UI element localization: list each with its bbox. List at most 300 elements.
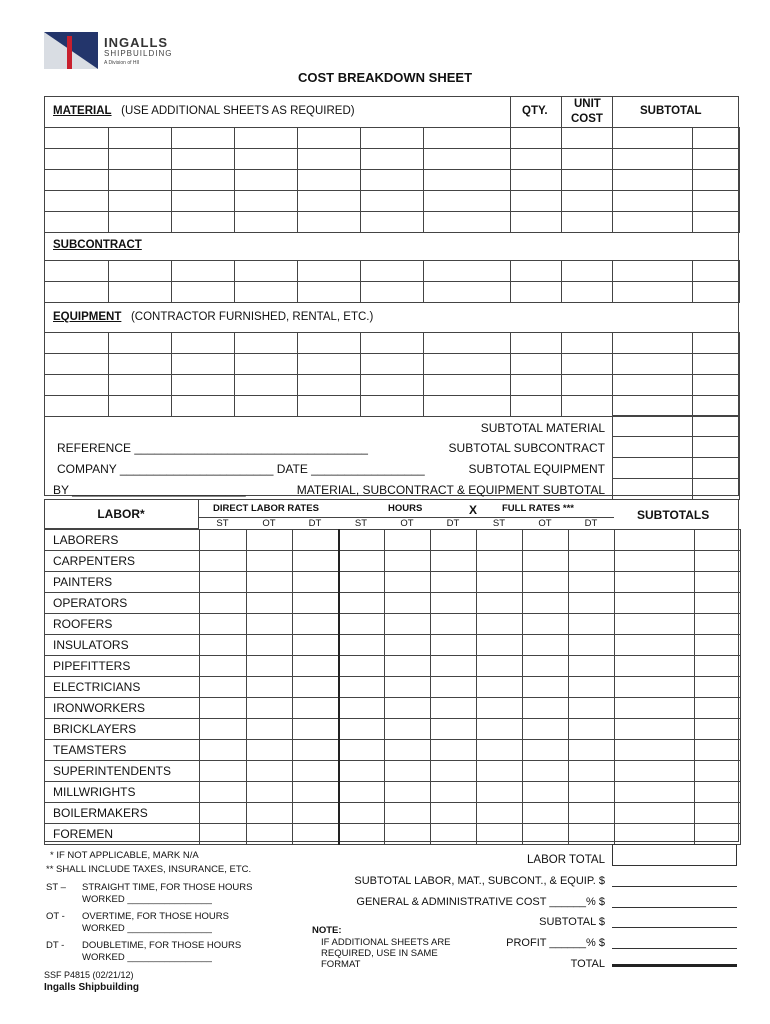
material-cell[interactable]: [424, 212, 511, 233]
labor-cell[interactable]: [695, 677, 741, 698]
equipment-cell[interactable]: [298, 354, 361, 375]
material-cell[interactable]: [511, 191, 562, 212]
labor-cell[interactable]: [339, 656, 385, 677]
labor-cell[interactable]: [385, 656, 431, 677]
labor-cell[interactable]: [431, 551, 477, 572]
subcontract-cell[interactable]: [511, 282, 562, 303]
labor-cell[interactable]: [431, 740, 477, 761]
labor-cell[interactable]: [477, 677, 523, 698]
material-cell[interactable]: [45, 191, 109, 212]
labor-cell[interactable]: [293, 677, 339, 698]
labor-cell[interactable]: [695, 824, 741, 845]
labor-cell[interactable]: [339, 698, 385, 719]
labor-cell[interactable]: [431, 656, 477, 677]
equipment-cell[interactable]: [109, 396, 172, 417]
material-cell[interactable]: [298, 128, 361, 149]
labor-cell[interactable]: [615, 593, 695, 614]
by-field[interactable]: BY __________________________: [53, 483, 246, 497]
labor-cell[interactable]: [247, 698, 293, 719]
material-cell[interactable]: [172, 170, 235, 191]
labor-cell[interactable]: [695, 656, 741, 677]
labor-cell[interactable]: [431, 698, 477, 719]
labor-cell[interactable]: [695, 761, 741, 782]
material-cell[interactable]: [109, 212, 172, 233]
labor-cell[interactable]: [200, 698, 247, 719]
equipment-cell[interactable]: [562, 375, 613, 396]
labor-cell[interactable]: [339, 551, 385, 572]
labor-cell[interactable]: [200, 740, 247, 761]
subcontract-cell[interactable]: [172, 261, 235, 282]
material-cell[interactable]: [424, 149, 511, 170]
equipment-cell[interactable]: [693, 333, 740, 354]
labor-cell[interactable]: [569, 635, 615, 656]
equipment-cell[interactable]: [235, 396, 298, 417]
labor-cell[interactable]: [569, 719, 615, 740]
labor-cell[interactable]: [339, 635, 385, 656]
labor-cell[interactable]: [477, 656, 523, 677]
labor-cell[interactable]: [615, 803, 695, 824]
labor-cell[interactable]: [200, 593, 247, 614]
labor-cell[interactable]: [339, 614, 385, 635]
labor-cell[interactable]: [477, 782, 523, 803]
labor-cell[interactable]: [569, 572, 615, 593]
subcontract-cell[interactable]: [298, 282, 361, 303]
labor-cell[interactable]: [695, 719, 741, 740]
equipment-cell[interactable]: [45, 354, 109, 375]
material-cell[interactable]: [562, 128, 613, 149]
subcontract-cell[interactable]: [511, 261, 562, 282]
material-cell[interactable]: [511, 212, 562, 233]
labor-cell[interactable]: [247, 635, 293, 656]
labor-cell[interactable]: [569, 593, 615, 614]
labor-cell[interactable]: [293, 635, 339, 656]
material-cell[interactable]: [562, 149, 613, 170]
labor-cell[interactable]: [293, 740, 339, 761]
subcontract-cell[interactable]: [298, 261, 361, 282]
labor-cell[interactable]: [385, 677, 431, 698]
labor-cell[interactable]: [293, 698, 339, 719]
labor-cell[interactable]: [615, 761, 695, 782]
material-cell[interactable]: [613, 170, 693, 191]
labor-cell[interactable]: [695, 635, 741, 656]
material-cell[interactable]: [424, 170, 511, 191]
subcontract-cell[interactable]: [693, 282, 740, 303]
labor-cell[interactable]: [339, 593, 385, 614]
labor-cell[interactable]: [385, 740, 431, 761]
labor-cell[interactable]: [385, 824, 431, 845]
labor-cell[interactable]: [523, 572, 569, 593]
material-cell[interactable]: [235, 149, 298, 170]
subtotal-equipment-cents[interactable]: [693, 458, 740, 479]
material-cell[interactable]: [613, 191, 693, 212]
labor-cell[interactable]: [247, 761, 293, 782]
labor-cell[interactable]: [523, 719, 569, 740]
material-cell[interactable]: [424, 128, 511, 149]
reference-field[interactable]: REFERENCE ___________________________________: [57, 441, 368, 455]
equipment-cell[interactable]: [361, 375, 424, 396]
labor-cell[interactable]: [247, 824, 293, 845]
material-cell[interactable]: [511, 149, 562, 170]
equipment-cell[interactable]: [298, 375, 361, 396]
subcontract-cell[interactable]: [235, 282, 298, 303]
labor-cell[interactable]: [339, 740, 385, 761]
material-cell[interactable]: [235, 212, 298, 233]
material-cell[interactable]: [45, 128, 109, 149]
equipment-cell[interactable]: [424, 396, 511, 417]
labor-cell[interactable]: [477, 530, 523, 551]
material-cell[interactable]: [693, 149, 740, 170]
labor-cell[interactable]: [431, 593, 477, 614]
labor-cell[interactable]: [293, 782, 339, 803]
labor-cell[interactable]: [293, 824, 339, 845]
labor-cell[interactable]: [523, 803, 569, 824]
labor-cell[interactable]: [615, 551, 695, 572]
equipment-cell[interactable]: [172, 333, 235, 354]
labor-cell[interactable]: [431, 530, 477, 551]
mat-sub-equip-subtotal-value[interactable]: [613, 479, 693, 500]
labor-cell[interactable]: [523, 740, 569, 761]
labor-cell[interactable]: [200, 677, 247, 698]
labor-cell[interactable]: [385, 782, 431, 803]
equipment-cell[interactable]: [693, 375, 740, 396]
labor-cell[interactable]: [385, 551, 431, 572]
labor-cell[interactable]: [293, 551, 339, 572]
labor-cell[interactable]: [695, 593, 741, 614]
labor-cell[interactable]: [431, 803, 477, 824]
labor-cell[interactable]: [339, 719, 385, 740]
subcontract-cell[interactable]: [424, 261, 511, 282]
labor-cell[interactable]: [615, 677, 695, 698]
labor-cell[interactable]: [200, 656, 247, 677]
labor-cell[interactable]: [615, 782, 695, 803]
material-cell[interactable]: [361, 191, 424, 212]
labor-cell[interactable]: [247, 593, 293, 614]
labor-cell[interactable]: [200, 530, 247, 551]
equipment-cell[interactable]: [109, 375, 172, 396]
subcontract-cell[interactable]: [109, 282, 172, 303]
labor-cell[interactable]: [339, 803, 385, 824]
subcontract-cell[interactable]: [562, 261, 613, 282]
subcontract-cell[interactable]: [361, 282, 424, 303]
labor-cell[interactable]: [523, 782, 569, 803]
material-cell[interactable]: [693, 212, 740, 233]
equipment-cell[interactable]: [235, 375, 298, 396]
labor-cell[interactable]: [477, 593, 523, 614]
labor-cell[interactable]: [293, 572, 339, 593]
labor-cell[interactable]: [523, 614, 569, 635]
material-cell[interactable]: [511, 170, 562, 191]
labor-cell[interactable]: [523, 551, 569, 572]
labor-cell[interactable]: [339, 530, 385, 551]
labor-cell[interactable]: [431, 635, 477, 656]
subcontract-cell[interactable]: [172, 282, 235, 303]
labor-cell[interactable]: [200, 803, 247, 824]
labor-cell[interactable]: [247, 740, 293, 761]
material-cell[interactable]: [693, 128, 740, 149]
equipment-cell[interactable]: [562, 354, 613, 375]
labor-cell[interactable]: [615, 698, 695, 719]
equipment-cell[interactable]: [298, 333, 361, 354]
labor-cell[interactable]: [569, 551, 615, 572]
rate-subheader-dt: DT: [292, 517, 338, 530]
material-cell[interactable]: [45, 170, 109, 191]
labor-cell[interactable]: [200, 719, 247, 740]
material-cell[interactable]: [235, 191, 298, 212]
material-cell[interactable]: [172, 191, 235, 212]
labor-cell[interactable]: [695, 551, 741, 572]
labor-cell[interactable]: [339, 677, 385, 698]
labor-cell[interactable]: [569, 677, 615, 698]
labor-cell[interactable]: [569, 614, 615, 635]
labor-cell[interactable]: [477, 803, 523, 824]
subcontract-cell[interactable]: [109, 261, 172, 282]
labor-cell[interactable]: [523, 824, 569, 845]
material-cell[interactable]: [693, 191, 740, 212]
labor-cell[interactable]: [477, 614, 523, 635]
labor-cell[interactable]: [615, 740, 695, 761]
labor-cell[interactable]: [293, 593, 339, 614]
equipment-cell[interactable]: [562, 396, 613, 417]
equipment-cell[interactable]: [613, 396, 693, 417]
material-cell[interactable]: [298, 191, 361, 212]
labor-cell[interactable]: [477, 635, 523, 656]
labor-cell[interactable]: [569, 803, 615, 824]
labor-total-box[interactable]: [612, 844, 737, 866]
equipment-cell[interactable]: [693, 396, 740, 417]
subcontract-cell[interactable]: [613, 261, 693, 282]
equipment-cell[interactable]: [109, 333, 172, 354]
labor-cell[interactable]: [615, 614, 695, 635]
material-cell[interactable]: [172, 149, 235, 170]
labor-cell[interactable]: [477, 740, 523, 761]
material-cell[interactable]: [172, 212, 235, 233]
subcontract-cell[interactable]: [45, 282, 109, 303]
equipment-cell[interactable]: [562, 333, 613, 354]
labor-cell[interactable]: [431, 782, 477, 803]
equipment-cell[interactable]: [45, 333, 109, 354]
labor-cell[interactable]: [477, 761, 523, 782]
subcontract-cell[interactable]: [562, 282, 613, 303]
equipment-cell[interactable]: [424, 354, 511, 375]
material-cell[interactable]: [172, 128, 235, 149]
material-cell[interactable]: [424, 191, 511, 212]
equipment-cell[interactable]: [511, 396, 562, 417]
material-cell[interactable]: [361, 212, 424, 233]
labor-cell[interactable]: [569, 530, 615, 551]
labor-cell[interactable]: [431, 614, 477, 635]
labor-cell[interactable]: [200, 614, 247, 635]
labor-cell[interactable]: [385, 614, 431, 635]
labor-cell[interactable]: [477, 698, 523, 719]
material-cell[interactable]: [45, 149, 109, 170]
labor-cell[interactable]: [293, 761, 339, 782]
labor-cell[interactable]: [247, 530, 293, 551]
labor-cell[interactable]: [431, 761, 477, 782]
material-cell[interactable]: [693, 170, 740, 191]
equipment-cell[interactable]: [172, 375, 235, 396]
labor-cell[interactable]: [477, 551, 523, 572]
material-cell[interactable]: [298, 170, 361, 191]
equipment-cell[interactable]: [172, 354, 235, 375]
labor-cell[interactable]: [385, 719, 431, 740]
labor-cell[interactable]: [385, 761, 431, 782]
labor-cell[interactable]: [247, 782, 293, 803]
labor-cell[interactable]: [569, 761, 615, 782]
material-cell[interactable]: [109, 191, 172, 212]
labor-cell[interactable]: [615, 656, 695, 677]
labor-cell[interactable]: [523, 530, 569, 551]
labor-cell[interactable]: [569, 740, 615, 761]
subcontract-cell[interactable]: [693, 261, 740, 282]
equipment-cell[interactable]: [45, 375, 109, 396]
labor-cell[interactable]: [477, 572, 523, 593]
labor-row: [45, 635, 741, 656]
labor-cell[interactable]: [431, 824, 477, 845]
labor-cell[interactable]: [569, 824, 615, 845]
equipment-cell[interactable]: [235, 354, 298, 375]
labor-cell[interactable]: [615, 719, 695, 740]
equipment-cell[interactable]: [613, 375, 693, 396]
labor-cell[interactable]: [200, 551, 247, 572]
material-cell[interactable]: [361, 170, 424, 191]
subcontract-cell[interactable]: [613, 282, 693, 303]
labor-cell[interactable]: [293, 656, 339, 677]
labor-cell[interactable]: [200, 635, 247, 656]
material-cell[interactable]: [235, 128, 298, 149]
labor-cell[interactable]: [200, 824, 247, 845]
equipment-cell[interactable]: [298, 396, 361, 417]
labor-cell[interactable]: [247, 551, 293, 572]
labor-cell[interactable]: [695, 803, 741, 824]
labor-cell[interactable]: [477, 719, 523, 740]
subcontract-cell[interactable]: [235, 261, 298, 282]
labor-cell[interactable]: [293, 530, 339, 551]
labor-cell[interactable]: [247, 677, 293, 698]
subtotal-subcontract-cents[interactable]: [693, 437, 740, 458]
labor-cell[interactable]: [477, 824, 523, 845]
material-cell[interactable]: [562, 212, 613, 233]
material-cell[interactable]: [298, 212, 361, 233]
labor-cell[interactable]: [293, 614, 339, 635]
material-cell[interactable]: [511, 128, 562, 149]
labor-cell[interactable]: [385, 803, 431, 824]
labor-cell[interactable]: [615, 824, 695, 845]
labor-cell[interactable]: [385, 698, 431, 719]
subtotal-subcontract-value[interactable]: [613, 437, 693, 458]
equipment-cell[interactable]: [361, 396, 424, 417]
labor-cell[interactable]: [695, 572, 741, 593]
labor-cell[interactable]: [695, 740, 741, 761]
company-date-field[interactable]: COMPANY _______________________ DATE _________________: [57, 462, 425, 476]
material-cell[interactable]: [562, 191, 613, 212]
equipment-cell[interactable]: [424, 375, 511, 396]
labor-cell[interactable]: [695, 530, 741, 551]
labor-cell[interactable]: [431, 719, 477, 740]
labor-cell[interactable]: [339, 824, 385, 845]
equipment-cell[interactable]: [511, 354, 562, 375]
labor-cell[interactable]: [339, 761, 385, 782]
labor-cell[interactable]: [523, 656, 569, 677]
labor-cell[interactable]: [569, 656, 615, 677]
material-cell[interactable]: [613, 212, 693, 233]
labor-cell[interactable]: [247, 803, 293, 824]
labor-cell[interactable]: [200, 761, 247, 782]
material-cell[interactable]: [109, 170, 172, 191]
material-cell[interactable]: [109, 149, 172, 170]
material-cell[interactable]: [361, 128, 424, 149]
labor-cell[interactable]: [569, 698, 615, 719]
labor-cell[interactable]: [523, 677, 569, 698]
material-cell[interactable]: [361, 149, 424, 170]
subtotal-material-value[interactable]: [613, 416, 693, 437]
subcontract-cell[interactable]: [45, 261, 109, 282]
labor-cell[interactable]: [615, 530, 695, 551]
labor-cell[interactable]: [339, 782, 385, 803]
labor-cell[interactable]: [247, 719, 293, 740]
material-cell[interactable]: [109, 128, 172, 149]
equipment-cell[interactable]: [511, 375, 562, 396]
equipment-cell[interactable]: [109, 354, 172, 375]
labor-cell[interactable]: [695, 782, 741, 803]
labor-cell[interactable]: [431, 677, 477, 698]
labor-cell[interactable]: [385, 635, 431, 656]
labor-cell[interactable]: [247, 572, 293, 593]
labor-cell[interactable]: [385, 572, 431, 593]
labor-cell[interactable]: [200, 572, 247, 593]
equipment-cell[interactable]: [45, 396, 109, 417]
labor-cell[interactable]: [385, 593, 431, 614]
material-cell[interactable]: [613, 128, 693, 149]
material-cell[interactable]: [562, 170, 613, 191]
labor-cell[interactable]: [523, 635, 569, 656]
material-cell[interactable]: [613, 149, 693, 170]
equipment-cell[interactable]: [172, 396, 235, 417]
equipment-cell[interactable]: [235, 333, 298, 354]
labor-cell[interactable]: [615, 635, 695, 656]
labor-cell[interactable]: [615, 572, 695, 593]
labor-cell[interactable]: [523, 698, 569, 719]
subcontract-cell[interactable]: [424, 282, 511, 303]
mat-sub-equip-subtotal-cents[interactable]: [693, 479, 740, 500]
subtotal-equipment-value[interactable]: [613, 458, 693, 479]
labor-cell[interactable]: [293, 803, 339, 824]
material-cell[interactable]: [298, 149, 361, 170]
equipment-cell[interactable]: [361, 354, 424, 375]
equipment-cell[interactable]: [511, 333, 562, 354]
subtotal-material-cents[interactable]: [693, 416, 740, 437]
material-cell[interactable]: [45, 212, 109, 233]
labor-cell[interactable]: [293, 719, 339, 740]
equipment-cell[interactable]: [613, 354, 693, 375]
labor-cell[interactable]: [523, 761, 569, 782]
equipment-cell[interactable]: [424, 333, 511, 354]
labor-cell[interactable]: [247, 656, 293, 677]
equipment-cell[interactable]: [361, 333, 424, 354]
labor-cell[interactable]: [523, 593, 569, 614]
equipment-cell[interactable]: [693, 354, 740, 375]
labor-cell[interactable]: [200, 782, 247, 803]
equipment-cell[interactable]: [613, 333, 693, 354]
labor-cell[interactable]: [695, 698, 741, 719]
material-cell[interactable]: [235, 170, 298, 191]
labor-cell[interactable]: [695, 614, 741, 635]
labor-cell[interactable]: [431, 572, 477, 593]
labor-cell[interactable]: [339, 572, 385, 593]
subcontract-cell[interactable]: [361, 261, 424, 282]
labor-cell[interactable]: [569, 782, 615, 803]
labor-cell[interactable]: [385, 530, 431, 551]
labor-cell[interactable]: [247, 614, 293, 635]
